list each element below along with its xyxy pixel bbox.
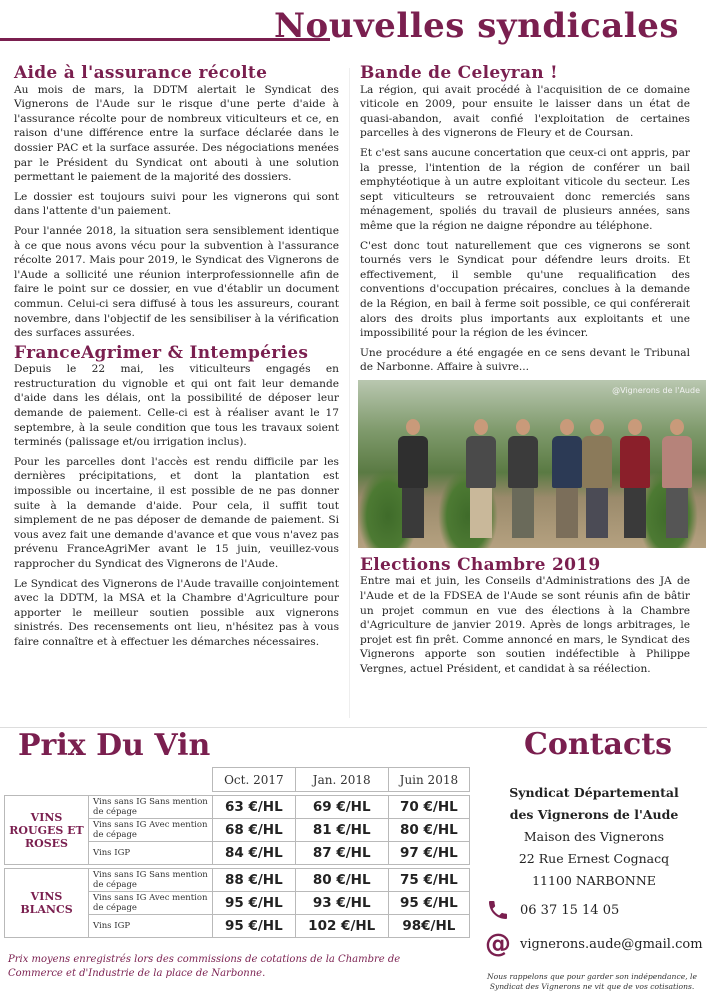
- blank-cell: [89, 768, 213, 792]
- person-figure: [662, 419, 692, 538]
- price-cell: 95 €/HL: [213, 892, 296, 915]
- phone-number[interactable]: 06 37 15 14 05: [520, 902, 620, 918]
- at-icon: @: [485, 929, 511, 959]
- blank-cell: [5, 768, 89, 792]
- contacts-address: [484, 782, 704, 892]
- table-header-row: [5, 768, 470, 792]
- paragraph: La région, qui avait procédé à l'acquisition de ce domaine viticole en 2009, pour ensuite le laisser dans un état de quasi-abandon, avait confié l'exploitation de certaines parcelles à des vignerons de Fleury et de Coursan.: [360, 83, 690, 140]
- table-row: [5, 869, 470, 892]
- person-figure: [466, 419, 496, 538]
- row-label: Vins sans IG Avec mention de cépage: [89, 892, 213, 915]
- price-cell: 97 €/HL: [388, 842, 469, 865]
- phone-contact: [484, 896, 619, 924]
- price-cell: 95 €/HL: [388, 892, 469, 915]
- person-figure: [620, 419, 650, 538]
- section-title-elections: Elections Chambre 2019: [360, 554, 601, 575]
- person-figure: [508, 419, 538, 538]
- masthead: [0, 0, 707, 58]
- section-title-assurance: Aide à l'assurance récolte: [14, 63, 268, 83]
- category-cell: VINS ROUGES ET ROSES: [5, 796, 89, 865]
- group-photo: [358, 380, 706, 548]
- column-header: Jan. 2018: [295, 768, 388, 792]
- price-cell: 80 €/HL: [388, 819, 469, 842]
- email-contact: [484, 930, 703, 958]
- org-name-line: des Vignerons de l'Aude: [509, 807, 679, 822]
- paragraph: Au mois de mars, la DDTM alertait le Syndicat des Vignerons de l'Aude sur le risque d'une perte d'aide à l'assurance récolte pour de nombreux viticulteurs et ce, en raison d'une différence entre la surface déclarée dans le dossier PAC et la surface assurée. Des négociations menées par le Président du Syndicat ont abouti à une solution permettant le paiement de la majorité des dossiers.: [14, 83, 339, 184]
- price-cell: 70 €/HL: [388, 796, 469, 819]
- row-label: Vins sans IG Sans mention de cépage: [89, 796, 213, 819]
- price-cell: 95 €/HL: [213, 915, 296, 938]
- paragraph: Le dossier est toujours suivi pour les vignerons qui sont dans l'attente d'un paiement.: [14, 190, 339, 218]
- row-label: Vins sans IG Sans mention de cépage: [89, 869, 213, 892]
- paragraph: Et c'est sans aucune concertation que ceux-ci ont appris, par la presse, l'intention de la région de conférer un bail emphytéotique à un autre exploitant viticole du secteur. Les sept viticulteurs se retrouvaient donc remerciés sans ménagement, spoliés du travail de plusieurs années, sans même que la région ne daigne répondre au téléphone.: [360, 146, 690, 232]
- price-cell: 75 €/HL: [388, 869, 469, 892]
- person-figure: [582, 419, 612, 538]
- price-cell: 98€/HL: [388, 915, 469, 938]
- table-row: [5, 796, 470, 819]
- column-header: Oct. 2017: [213, 768, 296, 792]
- person-figure: [398, 419, 428, 538]
- price-cell: 80 €/HL: [295, 869, 388, 892]
- price-cell: 87 €/HL: [295, 842, 388, 865]
- price-cell: 84 €/HL: [213, 842, 296, 865]
- price-cell: 88 €/HL: [213, 869, 296, 892]
- page-title: Nouvelles syndicales: [273, 6, 679, 46]
- address-line: Maison des Vignerons: [523, 829, 665, 844]
- price-cell: 102 €/HL: [295, 915, 388, 938]
- section-title-franceagrimer: FranceAgrimer & Intempéries: [14, 342, 309, 363]
- row-label: Vins IGP: [89, 842, 213, 865]
- paragraph: Pour l'année 2018, la situation sera sensiblement identique à ce que nous avons vécu pour la subvention à l'assurance récolte 2017. Mais pour 2019, le Syndicat des Vignerons de l'Aude a sollicité une réunion interprofessionnelle afin de faire le point sur ce dossier, en vue d'établir un document commun. Celui-ci sera diffusé à tous les assureurs, courant novembre, dans l'objectif de les sensibiliser à la vérification des surfaces assurées.: [14, 224, 339, 340]
- right-column: [360, 63, 700, 682]
- price-cell: 69 €/HL: [295, 796, 388, 819]
- paragraph: Une procédure a été engagée en ce sens devant le Tribunal de Narbonne. Affaire à suivre...: [360, 346, 690, 374]
- paragraph: Entre mai et juin, les Conseils d'Administrations des JA de l'Aude et de la FDSEA de l'Aude se sont réunis afin de bâtir un projet commun en vue des élections à la Chambre d'Agriculture de janvier 2019. Après de longs arbitrages, le projet est fin prêt. Comme annoncé en mars, le Syndicat des Vignerons apporte son soutien indéfectible à Philippe Vergnes, actuel Président, et candidat à sa réélection.: [360, 575, 690, 676]
- phone-icon: [484, 896, 512, 924]
- left-column: [14, 64, 339, 655]
- row-label: Vins IGP: [89, 915, 213, 938]
- paragraph: Le Syndicat des Vignerons de l'Aude travaille conjointement avec la DDTM, la MSA et la Chambre d'Agriculture pour apporter le meilleur soutien possible aux vignerons sinistrés. Des recensements ont lieu, n'hésitez pas à vous faire connaître et à effectuer les démarches nécessaires.: [14, 577, 339, 648]
- category-cell: VINS BLANCS: [5, 869, 89, 938]
- prix-title: Prix Du Vin: [18, 728, 211, 763]
- org-name-line: Syndicat Départemental: [509, 785, 679, 800]
- person-figure: [552, 419, 582, 538]
- price-cell: 81 €/HL: [295, 819, 388, 842]
- email-address[interactable]: vignerons.aude@gmail.com: [520, 936, 703, 952]
- column-divider: [349, 68, 350, 718]
- paragraph: Depuis le 22 mai, les viticulteurs engagés en restructuration du vignoble et qui ont fait leur demande d'aide dans les délais, ont la possibilité de déposer leur demande de paiement. Celle-ci est à réaliser avant le 17 septembre, à la seule condition que tous les travaux soient terminés (palissage et/ou irrigation inclus).: [14, 363, 339, 449]
- section-title-celeyran: Bande de Celeyran !: [360, 63, 558, 83]
- contacts-note: Nous rappelons que pour garder son indépendance, le Syndicat des Vignerons ne vit que de vos cotisations.: [487, 972, 697, 991]
- price-table: [4, 767, 470, 938]
- address-line: 11100 NARBONNE: [532, 873, 656, 888]
- price-cell: 93 €/HL: [295, 892, 388, 915]
- price-cell: 68 €/HL: [213, 819, 296, 842]
- prix-note: Prix moyens enregistrés lors des commissions de cotations de la Chambre de Commerce et d'Industrie de la place de Narbonne.: [8, 954, 401, 979]
- paragraph: C'est donc tout naturellement que ces vignerons se sont tournés vers le Syndicat pour défendre leurs droits. Et effectivement, il semble qu'une requalification des conventions d'occupation précaires, conclues à la demande de la Région, en bail à ferme soit possible, ce qui conférerait alors des droits plus importants aux exploitants et une impossibilité pour la région de les évincer.: [360, 239, 690, 340]
- row-label: Vins sans IG Avec mention de cépage: [89, 819, 213, 842]
- contacts-title: Contacts: [524, 727, 673, 762]
- address-line: 22 Rue Ernest Cognacq: [518, 851, 670, 866]
- paragraph: Pour les parcelles dont l'accès est rendu difficile par les dernières précipitations, et dont la plantation est impossible ou incertaine, il est possible de ne pas donner suite à la demande d'aide. Pour cela, il suffit tout simplement de ne pas déposer de demande de paiement. Si vous avez fait une demande d'avance et que vous n'avez pas prévenu FranceAgriMer avant le 15 juin, veuillez-vous rapprocher du Syndicat des Vignerons de l'Aude.: [14, 455, 339, 570]
- price-cell: 63 €/HL: [213, 796, 296, 819]
- photo-caption: @Vignerons de l'Aude: [612, 385, 700, 395]
- column-header: Juin 2018: [388, 768, 469, 792]
